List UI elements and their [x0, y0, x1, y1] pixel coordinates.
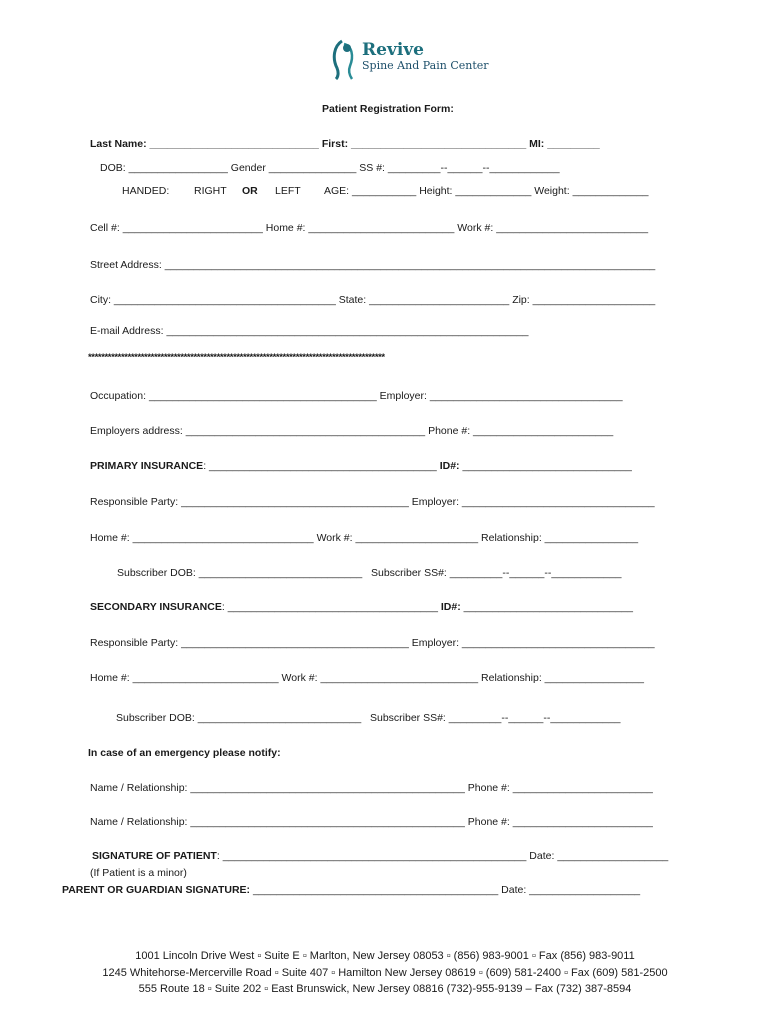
employer-phone-label: Phone #:: [428, 425, 471, 437]
rp-work-label: Work #:: [281, 672, 318, 684]
mi-field[interactable]: _________: [547, 138, 600, 150]
occupation-row: [90, 390, 623, 402]
street-field[interactable]: ____________________________________________________________________________________: [164, 259, 656, 271]
street-row: [90, 259, 655, 271]
responsible-party-label: Responsible Party:: [90, 496, 179, 508]
responsible-party-row-2: [90, 637, 655, 649]
emergency-name-label: Name / Relationship:: [90, 816, 188, 828]
rp-home-field[interactable]: _________________________: [132, 672, 279, 684]
city-row: [90, 294, 655, 306]
city-label: City:: [90, 294, 111, 306]
responsible-party-label: Responsible Party:: [90, 637, 179, 649]
dob-label: DOB:: [100, 162, 126, 174]
responsible-party-field[interactable]: _______________________________________: [181, 496, 409, 508]
cell-label: Cell #:: [90, 222, 120, 234]
employer-field[interactable]: _________________________________: [429, 390, 623, 402]
rp-employer-label: Employer:: [411, 637, 459, 649]
guardian-signature-field[interactable]: __________________________________________: [252, 884, 499, 896]
clinic-logo: [328, 38, 498, 80]
subscriber-row-2: [116, 712, 620, 724]
logo-figure-icon: [328, 38, 360, 80]
dob-row: [100, 162, 560, 174]
patient-signature-field[interactable]: ____________________________________________________: [222, 850, 527, 862]
state-field[interactable]: ________________________: [369, 294, 510, 306]
handed-right-option[interactable]: RIGHT: [194, 185, 227, 197]
logo-title: Revive: [362, 40, 424, 60]
primary-insurance-row: [90, 460, 632, 472]
guardian-date-field[interactable]: ___________________: [529, 884, 641, 896]
state-label: State:: [338, 294, 367, 306]
street-label: Street Address:: [90, 259, 162, 271]
subscriber-ss-field[interactable]: _________--______--____________: [449, 567, 622, 579]
weight-field[interactable]: _____________: [572, 185, 649, 197]
emergency-name-field[interactable]: _______________________________________________: [190, 816, 465, 828]
rp-work-field[interactable]: ___________________________: [320, 672, 479, 684]
cell-field[interactable]: ________________________: [122, 222, 263, 234]
patient-date-label: Date:: [529, 850, 555, 862]
rp-relationship-label: Relationship:: [481, 532, 542, 544]
logo-subtitle: Spine And Pain Center: [362, 59, 489, 72]
subscriber-ss-label: Subscriber SS#:: [370, 567, 447, 579]
rp-employer-field[interactable]: _________________________________: [461, 637, 655, 649]
subscriber-row-1: [117, 567, 621, 579]
footer-address-east-brunswick: 555 Route 18 ▫ Suite 202 ▫ East Brunswick, New Jersey 08816 (732)-955-9139 – Fax (732) 387-8594: [138, 983, 632, 995]
handed-left-option[interactable]: LEFT: [275, 185, 301, 197]
rp-relationship-field[interactable]: _________________: [544, 672, 644, 684]
rp-phone-row-2: [90, 672, 644, 684]
rp-employer-field[interactable]: _________________________________: [461, 496, 655, 508]
work-phone-label: Work #:: [457, 222, 494, 234]
age-label: AGE:: [324, 185, 350, 197]
rp-relationship-field[interactable]: ________________: [544, 532, 639, 544]
emergency-phone-label: Phone #:: [467, 782, 510, 794]
rp-relationship-label: Relationship:: [481, 672, 542, 684]
employers-address-field[interactable]: _________________________________________: [185, 425, 426, 437]
secondary-id-field[interactable]: _____________________________: [463, 601, 633, 613]
minor-note: (If Patient is a minor): [90, 867, 187, 879]
subscriber-dob-label: Subscriber DOB:: [116, 712, 195, 724]
guardian-date-label: Date:: [501, 884, 527, 896]
footer-address-marlton: 1001 Lincoln Drive West ▫ Suite E ▫ Marlton, New Jersey 08053 ▫ (856) 983-9001 ▫ Fax (856) 983-9011: [135, 950, 635, 962]
home-phone-label: Home #:: [265, 222, 306, 234]
secondary-insurance-field[interactable]: ____________________________________: [227, 601, 438, 613]
patient-signature-label: SIGNATURE OF PATIENT: [92, 850, 217, 862]
subscriber-ss-label: Subscriber SS#:: [369, 712, 446, 724]
dob-field[interactable]: _________________: [128, 162, 228, 174]
zip-label: Zip:: [512, 294, 530, 306]
rp-home-label: Home #:: [90, 532, 130, 544]
handed-or-text: OR: [242, 185, 258, 197]
section-separator: ******************************************************************************************: [88, 352, 385, 363]
zip-field[interactable]: _____________________: [532, 294, 656, 306]
weight-label: Weight:: [534, 185, 570, 197]
primary-id-field[interactable]: _____________________________: [462, 460, 632, 472]
guardian-signature-row: [62, 884, 640, 896]
subscriber-ss-field[interactable]: _________--______--____________: [448, 712, 621, 724]
primary-insurance-colon: :: [203, 460, 207, 472]
primary-insurance-field[interactable]: _______________________________________: [209, 460, 437, 472]
last-name-label: Last Name:: [90, 138, 147, 150]
rp-phone-row-1: [90, 532, 638, 544]
age-height-weight-row: [324, 185, 649, 197]
secondary-id-label: ID#:: [440, 601, 461, 613]
guardian-signature-label: PARENT OR GUARDIAN SIGNATURE:: [62, 884, 251, 896]
gender-label: Gender: [230, 162, 266, 174]
ss-label: SS #:: [359, 162, 385, 174]
rp-employer-label: Employer:: [411, 496, 459, 508]
subscriber-dob-field[interactable]: ____________________________: [198, 567, 363, 579]
city-field[interactable]: ______________________________________: [113, 294, 336, 306]
emergency-phone-field[interactable]: ________________________: [512, 782, 653, 794]
emergency-phone-field[interactable]: ________________________: [512, 816, 653, 828]
secondary-insurance-row: [90, 601, 633, 613]
first-name-field[interactable]: ______________________________: [350, 138, 527, 150]
employers-address-label: Employers address:: [90, 425, 183, 437]
form-title: Patient Registration Form:: [322, 103, 454, 115]
rp-home-label: Home #:: [90, 672, 130, 684]
footer-address-hamilton: 1245 Whitehorse-Mercerville Road ▫ Suite 407 ▫ Hamilton New Jersey 08619 ▫ (609) 581-2400 ▫ Fax (609) 581-2500: [102, 967, 668, 979]
emergency-name-field[interactable]: _______________________________________________: [190, 782, 465, 794]
primary-id-label: ID#:: [439, 460, 460, 472]
mi-label: MI:: [529, 138, 545, 150]
gender-field[interactable]: _______________: [268, 162, 357, 174]
ss-field[interactable]: _________--______--____________: [387, 162, 560, 174]
emergency-heading: In case of an emergency please notify:: [88, 747, 281, 759]
email-label: E-mail Address:: [90, 325, 164, 337]
rp-work-field[interactable]: _____________________: [355, 532, 479, 544]
subscriber-dob-label: Subscriber DOB:: [117, 567, 196, 579]
email-row: [90, 325, 529, 337]
secondary-insurance-colon: :: [221, 601, 225, 613]
responsible-party-row-1: [90, 496, 655, 508]
emergency-contact-row-1: [90, 782, 653, 794]
secondary-insurance-label: SECONDARY INSURANCE: [90, 601, 222, 613]
work-phone-field[interactable]: __________________________: [496, 222, 649, 234]
height-field[interactable]: _____________: [455, 185, 532, 197]
employers-address-row: [90, 425, 613, 437]
phone-row: [90, 222, 648, 234]
first-name-label: First:: [321, 138, 349, 150]
last-name-row: [90, 138, 600, 150]
rp-work-label: Work #:: [316, 532, 353, 544]
handed-label: HANDED:: [122, 185, 170, 197]
patient-date-field[interactable]: ___________________: [557, 850, 669, 862]
employer-label: Employer:: [379, 390, 427, 402]
emergency-phone-label: Phone #:: [467, 816, 510, 828]
primary-insurance-label: PRIMARY INSURANCE: [90, 460, 204, 472]
responsible-party-field[interactable]: _______________________________________: [181, 637, 409, 649]
patient-signature-row: [92, 850, 668, 862]
email-field[interactable]: ______________________________________________________________: [166, 325, 529, 337]
emergency-name-label: Name / Relationship:: [90, 782, 188, 794]
last-name-field[interactable]: _____________________________: [149, 138, 319, 150]
rp-home-field[interactable]: _______________________________: [132, 532, 314, 544]
emergency-contact-row-2: [90, 816, 653, 828]
employer-phone-field[interactable]: ________________________: [473, 425, 614, 437]
occupation-field[interactable]: _______________________________________: [148, 390, 377, 402]
subscriber-dob-field[interactable]: ____________________________: [197, 712, 362, 724]
age-field[interactable]: ___________: [352, 185, 417, 197]
patient-signature-colon: :: [216, 850, 220, 862]
occupation-label: Occupation:: [90, 390, 147, 402]
height-label: Height:: [419, 185, 453, 197]
home-phone-field[interactable]: _________________________: [308, 222, 455, 234]
